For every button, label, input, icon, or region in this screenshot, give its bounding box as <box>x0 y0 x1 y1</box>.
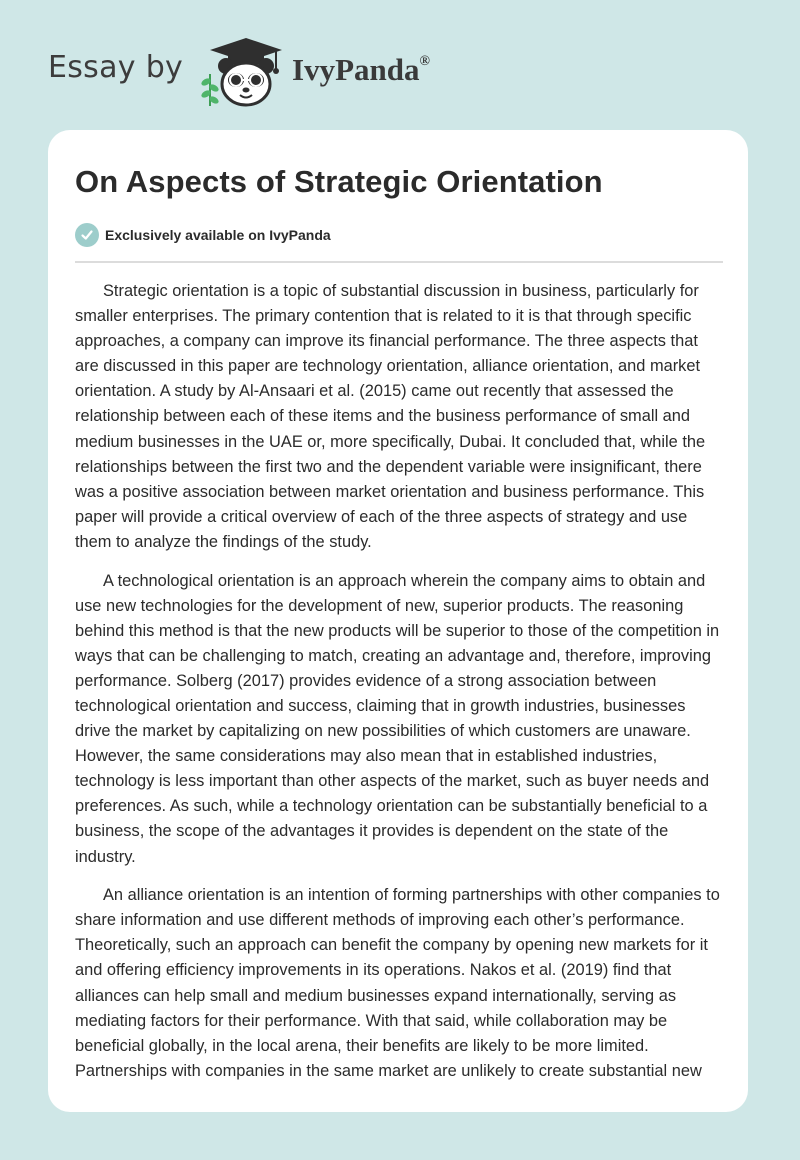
site-header <box>0 0 800 130</box>
brand-name-text: IvyPanda <box>292 52 420 87</box>
panda-graduate-icon[interactable] <box>200 36 282 108</box>
exclusive-badge <box>75 222 331 248</box>
divider <box>75 261 723 263</box>
article-body <box>75 279 723 1097</box>
check-icon <box>75 223 99 247</box>
exclusive-badge-text: Exclusively available on IvyPanda <box>105 227 331 243</box>
registered-mark: ® <box>419 53 430 69</box>
article-card <box>48 130 748 1112</box>
paragraph: An alliance orientation is an intention of forming partnerships with other companies to share information and use different methods of improving each other’s performance. Theoretically, such an approach can benefit the company by opening new markets for it and offering efficiency improvements in its operations. Nakos et al. (2019) find that alliances can help small and medium businesses expand internationally, serving as mediating factors for their performance. With that said, while collaboration may be beneficial globally, in the local arena, their benefits are likely to be more limited. Partnerships with companies in the same market are unlikely to create substantial new <box>75 886 720 1080</box>
paragraph: Strategic orientation is a topic of substantial discussion in business, particularly for smaller enterprises. The primary contention that is related to it is that through specific approaches, a company can improve its financial performance. The three aspects that are discussed in this paper are technology orientation, alliance orientation, and market orientation. A study by Al-Ansaari et al. (2015) came out recently that assessed the relationship between each of these items and the business performance of small and medium businesses in the UAE or, more specifically, Dubai. It concluded that, while the relationships between the first two and the dependent variable were insignificant, there was a positive association between market orientation and business performance. This paper will provide a critical overview of each of the three aspects of strategy and use them to analyze the findings of the study. <box>75 282 706 551</box>
article-title: On Aspects of Strategic Orientation <box>75 164 603 199</box>
paragraph: A technological orientation is an approach wherein the company aims to obtain and use new technologies for the development of new, superior products. The reasoning behind this method is that the new products will be superior to those of the competition in ways that can be challenging to match, creating an advantage and, therefore, improving performance. Solberg (2017) provides evidence of a strong association between technological orientation and success, claiming that in growth industries, businesses drive the market by capitalizing on new possibilities of which customers are unaware. However, the same considerations may also mean that in established industries, technology is less important than other aspects of the market, such as buyer needs and preferences. As such, while a technology orientation can be substantially beneficial to a business, the scope of the advantages it provides is dependent on the state of the industry. <box>75 571 720 866</box>
essay-by-label: Essay by <box>48 50 184 85</box>
brand-name[interactable] <box>292 52 430 88</box>
